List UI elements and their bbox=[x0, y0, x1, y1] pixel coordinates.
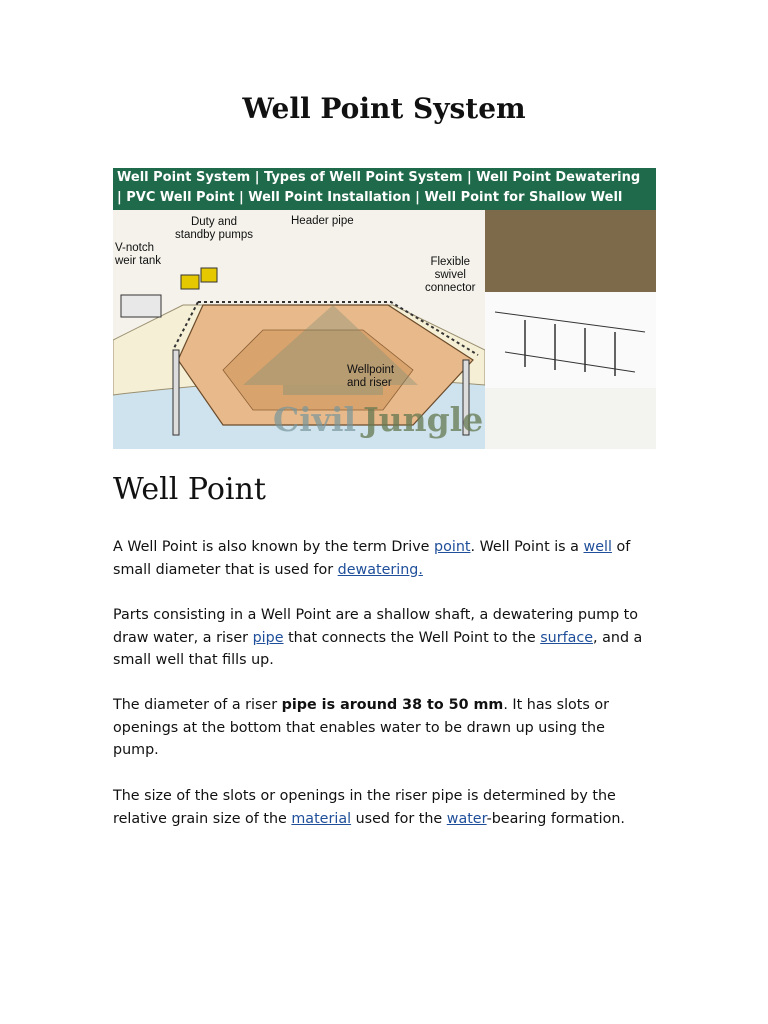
label-wellpoint-line1: Wellpoint bbox=[347, 364, 395, 376]
label-duty-pumps bbox=[175, 216, 253, 242]
label-vnotch-line1: V-notch bbox=[115, 242, 154, 254]
p4-text-2: used for the bbox=[351, 810, 447, 827]
p3-text-1: The diameter of a riser bbox=[113, 697, 282, 713]
watermark-civil: Civil bbox=[273, 400, 357, 439]
paragraph-2 bbox=[113, 604, 653, 672]
wellpoint-sketch bbox=[485, 292, 656, 388]
banner-line-1: Well Point System | Types of Well Point System | Well Point Dewatering bbox=[117, 170, 641, 185]
banner-line-2: | PVC Well Point | Well Point Installation | Well Point for Shallow Well bbox=[117, 190, 623, 205]
label-wellpoint bbox=[347, 364, 394, 390]
p1-text-3: of small diameter that is used for bbox=[113, 539, 631, 578]
link-dewatering[interactable]: dewatering. bbox=[337, 561, 423, 578]
riser-left bbox=[173, 350, 179, 435]
p2-text-2: that connects the Well Point to the bbox=[283, 629, 541, 646]
label-wellpoint-line2: and riser bbox=[347, 377, 392, 389]
image-banner bbox=[113, 168, 656, 210]
paragraph-4 bbox=[113, 785, 653, 830]
link-water[interactable]: water bbox=[446, 810, 487, 827]
p2-text-3: , and a small well that fills up. bbox=[113, 629, 643, 668]
section-heading: Well Point bbox=[113, 472, 266, 507]
label-flexible-line3: connector bbox=[425, 282, 476, 294]
label-vnotch-line2: weir tank bbox=[115, 255, 162, 267]
pump-2 bbox=[201, 268, 217, 282]
weir-tank bbox=[121, 295, 161, 317]
label-duty-pumps-line2: standby pumps bbox=[175, 229, 253, 241]
technical-drawing bbox=[485, 388, 656, 449]
p3-bold-diameter: pipe is around 38 to 50 mm bbox=[281, 697, 504, 713]
label-header-pipe: Header pipe bbox=[291, 215, 354, 227]
label-flexible-line1: Flexible bbox=[430, 256, 471, 268]
link-well[interactable]: well bbox=[583, 539, 612, 555]
pump-1 bbox=[181, 275, 199, 289]
p1-text-2: . Well Point is a bbox=[470, 539, 584, 555]
label-flexible-line2: swivel bbox=[434, 269, 466, 281]
well-point-diagram-image bbox=[113, 168, 656, 449]
paragraph-1 bbox=[113, 536, 653, 581]
page-title: Well Point System bbox=[242, 92, 526, 125]
p3-text-2: . It has slots or openings at the bottom that enables water to be drawn up using the pump. bbox=[113, 697, 610, 758]
label-flexible-connector bbox=[425, 256, 476, 295]
link-material[interactable]: material bbox=[291, 810, 352, 827]
link-pipe[interactable]: pipe bbox=[252, 629, 284, 646]
label-vnotch bbox=[115, 242, 161, 268]
label-duty-pumps-line1: Duty and bbox=[190, 216, 238, 228]
link-surface[interactable]: surface bbox=[540, 629, 594, 646]
watermark-jungle: Jungle bbox=[363, 400, 484, 439]
p4-text-1: The size of the slots or openings in the riser pipe is determined by the relative grain size of the bbox=[113, 788, 616, 827]
p4-text-3: -bearing formation. bbox=[486, 810, 625, 827]
paragraph-3 bbox=[113, 694, 653, 762]
p1-text-1: A Well Point is also known by the term Drive bbox=[113, 539, 435, 555]
link-point[interactable]: point bbox=[434, 539, 471, 555]
site-photo bbox=[485, 210, 656, 292]
p2-text-1: Parts consisting in a Well Point are a shallow shaft, a dewatering pump to draw water, a riser bbox=[113, 607, 639, 646]
